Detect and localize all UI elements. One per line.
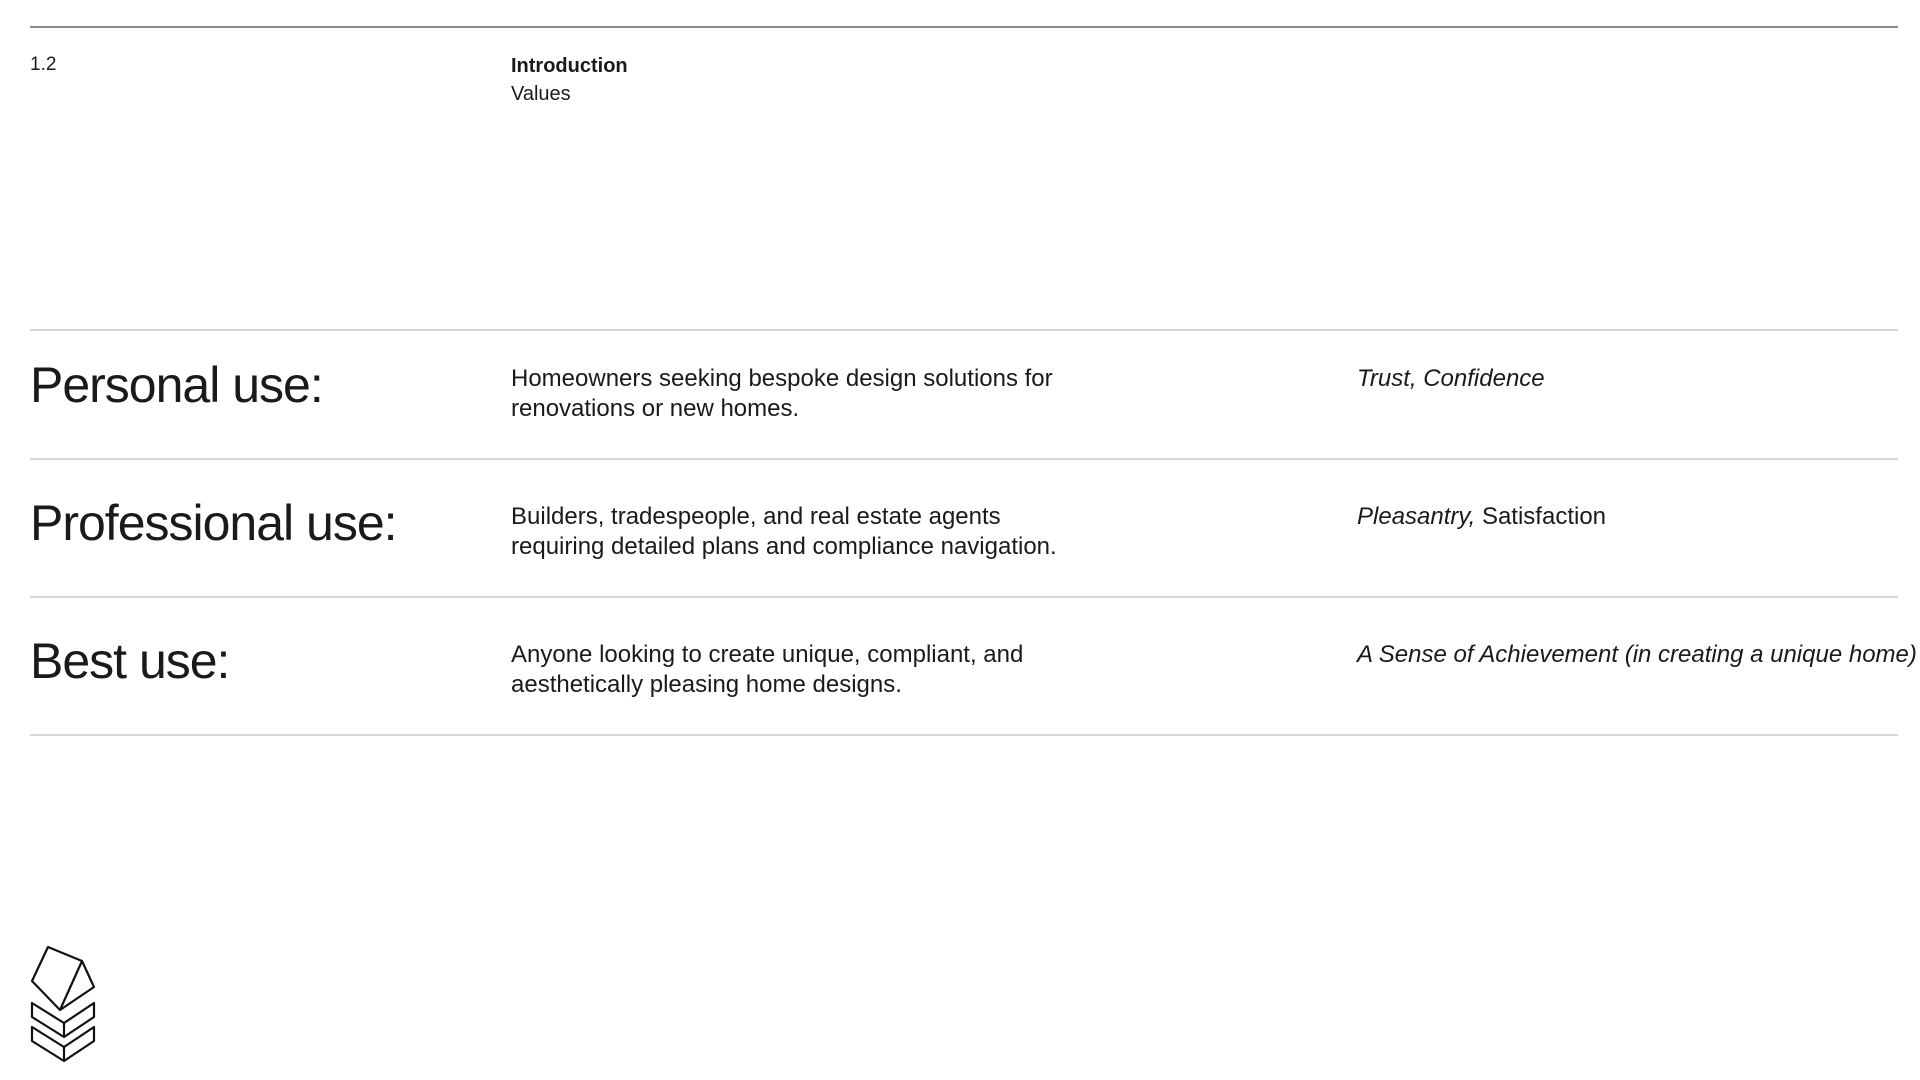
section-title: Introduction xyxy=(511,55,628,77)
section-number: 1.2 xyxy=(30,54,57,75)
row-feeling xyxy=(1357,364,1545,394)
feeling-italic: A Sense of Achievement (in creating a unique home) xyxy=(1357,641,1917,668)
values-row-professional xyxy=(0,469,1920,605)
row-description: Builders, tradespeople, and real estate agents requiring detailed plans and compliance navigation. xyxy=(511,503,1057,560)
feeling-italic: Trust, Confidence xyxy=(1357,365,1545,392)
feeling-italic: Pleasantry, xyxy=(1357,503,1476,530)
row-description: Homeowners seeking bespoke design solutions for renovations or new homes. xyxy=(511,365,1053,422)
values-row-personal xyxy=(0,331,1920,467)
row-divider xyxy=(30,458,1898,460)
section-subtitle: Values xyxy=(511,83,571,105)
feeling-regular: Satisfaction xyxy=(1475,503,1607,530)
row-divider xyxy=(30,596,1898,598)
section-header xyxy=(511,52,628,108)
bottom-divider xyxy=(30,734,1898,736)
row-feeling xyxy=(1357,502,1606,532)
values-row-best xyxy=(0,607,1920,743)
row-label: Personal use: xyxy=(30,357,323,413)
row-feeling xyxy=(1357,640,1917,670)
isometric-house-stack-icon xyxy=(28,945,98,1063)
row-description: Anyone looking to create unique, compliant, and aesthetically pleasing home designs. xyxy=(511,641,1024,698)
row-label: Professional use: xyxy=(30,495,397,551)
top-divider xyxy=(30,26,1898,28)
row-label: Best use: xyxy=(30,633,230,689)
